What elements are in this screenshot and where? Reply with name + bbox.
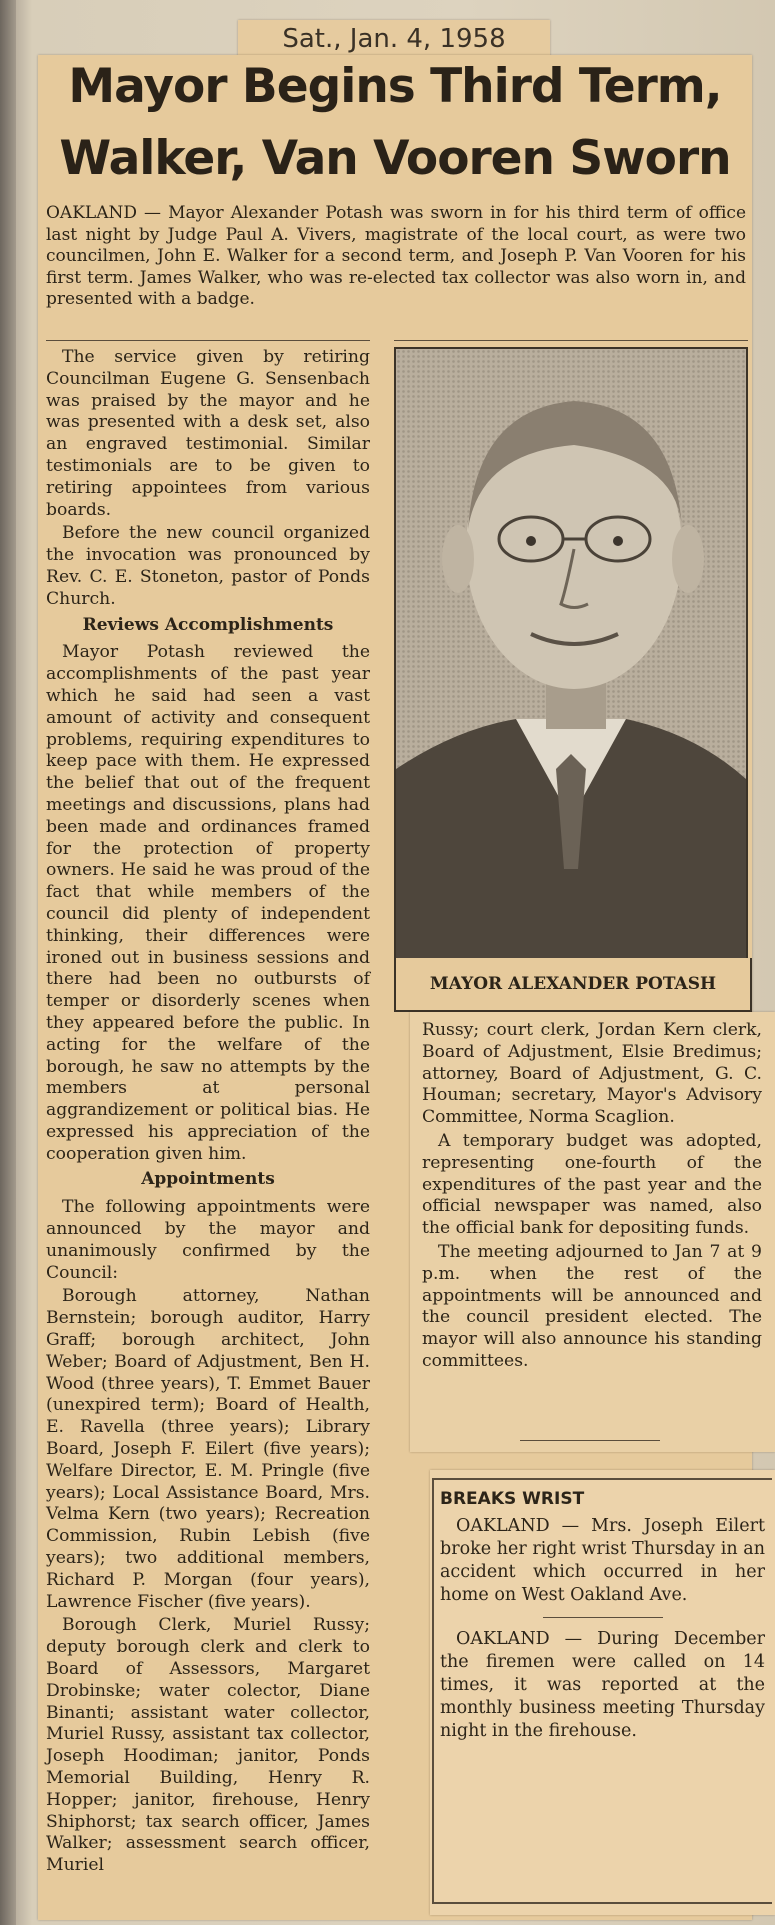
subhead-appointments: Appointments <box>141 1169 275 1190</box>
date-line: Sat., Jan. 4, 1958 <box>282 24 506 54</box>
paragraph-budget: A temporary budget was adopted, representing one-fourth of the expenditures of the past year and the official newspaper was named, also the official bank for depositing funds. <box>422 1130 762 1239</box>
paragraph-appointments-intro: The following appointments were announced by the mayor and unanimously confirmed by the Council: <box>46 1197 370 1283</box>
mayor-portrait-photo <box>394 347 748 963</box>
end-rule <box>520 1440 660 1441</box>
brief-firemen-paragraph: OAKLAND — During December the firemen were called on 14 times, it was reported at the monthly business meeting Thursday night in the firehouse. <box>440 1629 765 1741</box>
paragraph-review: Mayor Potash reviewed the accomplishments of the past year which he said had seen a vast amount of activity and consequent problems, requiring expenditures to keep pace with them. He expressed the belief that out of the frequent meetings and discussions, plans had been made and ordinances framed for the protection of property owners. He said he was proud of the fact that while members of the council did plenty of independent thinking, their differences were ironed out in business sessions and there had been no outbursts of temper or disorderly scenes when they appeared before the public. In acting for the welfare of the borough, he saw no attempts by the members at personal aggrandizement or political bias. He expressed his appreciation of the cooperation given him. <box>46 642 370 1164</box>
date-clipping <box>238 20 550 60</box>
photo-rule <box>394 340 748 341</box>
paragraph-clerks-list: Borough Clerk, Muriel Russy; deputy borough clerk and clerk to Board of Assessors, Margaret Drobinske; water colector, Diane Binanti; assistant water collector, Muriel Russy, assistant tax collector, Joseph Hoodiman; janitor, Ponds Memorial Building, Henry R. Hopper; janitor, firehouse, Henry Shiphorst; tax search officer, James Walker; assessment search officer, Muriel <box>46 1615 370 1876</box>
column-rule <box>46 340 370 341</box>
article-left-column <box>46 347 370 1879</box>
paragraph-retiring-councilman: The service given by retiring Councilman Eugene G. Sensenbach was praised by the mayor and he was presented with a desk set, also an engraved testimonial. Similar testimonials are to be given to retiring appointees from various boards. <box>46 347 370 520</box>
headline-line-1: Mayor Begins Third Term, <box>68 59 722 114</box>
portrait-illustration <box>396 349 746 961</box>
scrapbook-binding <box>0 0 16 1925</box>
lead-paragraph: OAKLAND — Mayor Alexander Potash was sworn in for his third term of office last night by Judge Paul A. Vivers, magistrate of the local court, as were two councilmen, John E. Walker for a second term, and Joseph P. Van Vooren for his first term. James Walker, who was re-elected tax collector was also worn in, and presented with a badge. <box>46 203 746 309</box>
headline-line-2: Walker, Van Vooren Sworn <box>59 131 731 186</box>
subhead-reviews: Reviews Accomplishments <box>82 614 334 635</box>
paragraph-more-appointments: Russy; court clerk, Jordan Kern clerk, Board of Adjustment, Elsie Bredimus; attorney, Board of Adjustment, G. C. Houman; secretary, Mayor's Advisory Committee, Norma Scaglion. <box>422 1020 762 1128</box>
brief-news-clipping <box>430 1470 775 1915</box>
paragraph-appointments-list: Borough attorney, Nathan Bernstein; borough auditor, Harry Graff; borough architect, John Weber; Board of Adjustment, Ben H. Wood (three years), T. Emmet Bauer (unexpired term); Board of Health, E. Ravella (three years); Library Board, Joseph F. Eilert (five years); Welfare Director, E. M. Pringle (five years); Local Assistance Board, Mrs. Velma Kern (two years); Recreation Commission, Rubin Lebish (five years); two additional members, Richard P. Morgan (four years), Lawrence Fischer (five years). <box>46 1286 370 1612</box>
brief-wrist-paragraph: OAKLAND — Mrs. Joseph Eilert broke her right wrist Thursday in an accident which occurred in her home on West Oakland Ave. <box>440 1516 765 1605</box>
paragraph-invocation: Before the new council organized the invocation was pronounced by Rev. C. E. Stoneton, pastor of Ponds Church. <box>46 523 370 609</box>
continuation-clipping <box>410 1012 775 1452</box>
brief-column <box>440 1488 765 1745</box>
paragraph-adjourned: The meeting adjourned to Jan 7 at 9 p.m. when the rest of the appointments will be announced and the council president elected. The mayor will also announce his standing committees. <box>422 1241 762 1371</box>
continuation-column <box>422 1020 762 1375</box>
brief-title: BREAKS WRIST <box>440 1489 585 1509</box>
photo-caption: MAYOR ALEXANDER POTASH <box>394 958 752 1012</box>
brief-rule <box>543 1617 663 1618</box>
